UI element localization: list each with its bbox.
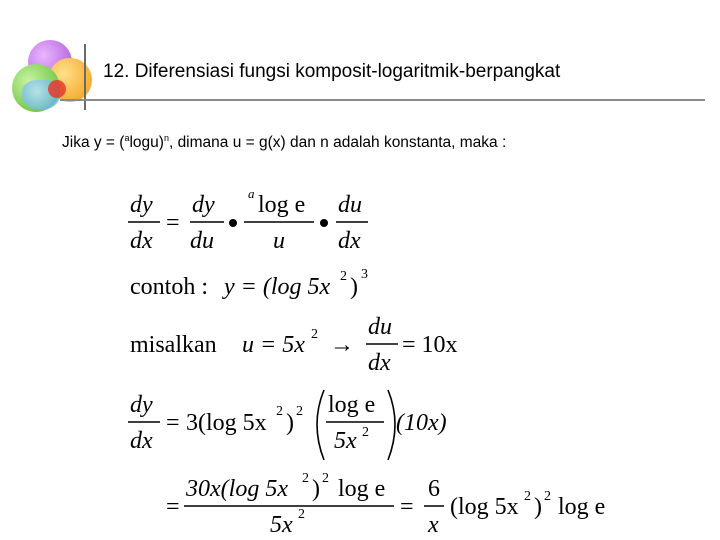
- slide-title: 12. Diferensiasi fungsi komposit-logaritmik-berpangkat: [103, 61, 561, 82]
- frac2-num: dy: [192, 192, 215, 218]
- contoh-expression: y = (log 5x: [224, 274, 331, 300]
- contoh-label: contoh :: [130, 274, 208, 300]
- intro-text: [62, 133, 506, 152]
- ten-x-factor: (10x): [396, 410, 447, 436]
- frac4-num: du: [338, 192, 362, 218]
- log-base-a: a: [248, 186, 255, 201]
- intro-prefix: Jika y = (: [62, 134, 125, 151]
- ten-x: = 10x: [402, 332, 458, 358]
- contoh-square: 2: [340, 269, 347, 284]
- frac9-num: 6: [428, 476, 440, 502]
- intro-suffix: , dimana u = g(x) dan n adalah konstanta, maka :: [168, 134, 507, 151]
- arrow: →: [330, 332, 354, 358]
- frac1-num: dy: [130, 192, 153, 218]
- frac8-num-a: 30x(log 5x: [186, 476, 288, 502]
- u-expression: u = 5x: [242, 332, 305, 358]
- final-log-e: log e: [558, 494, 606, 520]
- frac3-den: u: [273, 228, 285, 254]
- equation-block: [128, 184, 628, 534]
- frac8-outer-square: 2: [322, 471, 329, 486]
- close-paren-1: ): [286, 410, 294, 436]
- contoh-cube: 3: [361, 267, 368, 282]
- intro-middle: logu): [129, 134, 164, 151]
- frac8-num-b: log e: [338, 476, 386, 502]
- final-outer-square: 2: [544, 489, 551, 504]
- frac8-den: 5x: [270, 512, 293, 534]
- frac5-den: dx: [368, 350, 391, 376]
- misalkan-label: misalkan: [130, 332, 217, 358]
- three-log-expression: 3(log 5x: [186, 410, 267, 436]
- eq-sign-4: =: [400, 494, 414, 520]
- frac5-num: du: [368, 314, 392, 340]
- big-left-paren: [317, 390, 324, 460]
- title-horizontal-rule: [60, 99, 705, 101]
- outer-square-1: 2: [296, 404, 303, 419]
- frac4-den: dx: [338, 228, 361, 254]
- logo-red-dot: [48, 80, 66, 98]
- frac7-den: 5x: [334, 428, 357, 454]
- final-inner-square: 2: [524, 489, 531, 504]
- inner-square-1: 2: [276, 404, 283, 419]
- frac2-den: du: [190, 228, 214, 254]
- intro-base-superscript: a: [124, 133, 130, 143]
- eq-sign-1: =: [166, 210, 180, 236]
- frac8-inner-square: 2: [302, 471, 309, 486]
- frac6-num: dy: [130, 392, 153, 418]
- eq-sign-2: =: [166, 410, 180, 436]
- frac7-num: log e: [328, 392, 376, 418]
- big-right-paren: [388, 390, 395, 460]
- contoh-close-paren: ): [350, 274, 358, 300]
- frac1-den: dx: [130, 228, 153, 254]
- intro-power-superscript: n: [163, 133, 169, 143]
- eq-sign-3: =: [166, 494, 180, 520]
- frac6-den: dx: [130, 428, 153, 454]
- frac8-close-paren: ): [312, 476, 320, 502]
- frac9-den: x: [428, 512, 439, 534]
- final-close-paren: ): [534, 494, 542, 520]
- frac8-den-square: 2: [298, 507, 305, 522]
- u-square: 2: [311, 327, 318, 342]
- frac3-num: log e: [258, 192, 306, 218]
- final-log-expression: (log 5x: [450, 494, 519, 520]
- logo: [10, 40, 100, 120]
- bullet-1: [229, 219, 237, 227]
- frac7-den-square: 2: [362, 425, 369, 440]
- bullet-2: [320, 219, 328, 227]
